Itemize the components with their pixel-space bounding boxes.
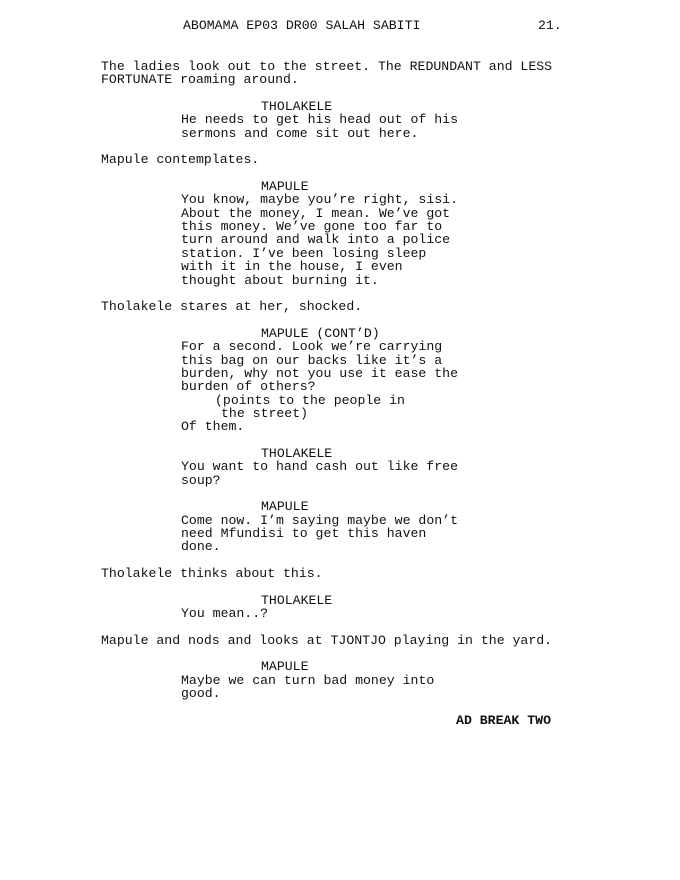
parenthetical-line: the street): [221, 405, 309, 421]
character-name: MAPULE: [261, 179, 309, 195]
transition-line: AD BREAK TWO: [456, 712, 551, 728]
dialogue-line: burden of others?: [181, 379, 316, 395]
script-body: [101, 60, 571, 727]
dialogue-line: For a second. Look we’re carrying: [181, 339, 443, 355]
dialogue-line: thought about burning it.: [181, 272, 379, 288]
action-line: Tholakele stares at her, shocked.: [101, 299, 363, 315]
character-name: MAPULE: [261, 659, 309, 675]
character-name: THOLAKELE: [261, 445, 333, 461]
dialogue-line: Come now. I’m saying maybe we don’t: [181, 512, 458, 528]
dialogue-line: You know, maybe you’re right, sisi.: [181, 192, 458, 208]
parenthetical-line: (points to the people in: [215, 392, 405, 408]
dialogue-line: station. I’ve been losing sleep: [181, 245, 427, 261]
dialogue-line: this money. We’ve gone too far to: [181, 219, 443, 235]
dialogue-line: Of them.: [181, 419, 245, 435]
character-name: MAPULE (CONT’D): [261, 325, 380, 341]
action-block: [101, 60, 571, 87]
script-header-title: ABOMAMA EP03 DR00 SALAH SABITI: [183, 18, 421, 33]
character-name: THOLAKELE: [261, 99, 333, 115]
action-line: The ladies look out to the street. The REDUNDANT and LESS: [101, 59, 553, 74]
dialogue-block: [101, 340, 571, 433]
dialogue-line: About the money, I mean. We’ve got: [181, 205, 451, 221]
page-number: 21.: [538, 18, 562, 33]
dialogue-line: soup?: [181, 472, 221, 488]
character-name: MAPULE: [261, 499, 309, 515]
action-line: FORTUNATE roaming around.: [101, 72, 299, 88]
dialogue-line: need Mfundisi to get this haven: [181, 526, 427, 542]
dialogue-line: He needs to get his head out of his: [181, 112, 458, 128]
dialogue-block: [101, 514, 571, 554]
dialogue-block: [101, 460, 571, 487]
dialogue-line: You mean..?: [181, 606, 269, 622]
character-name: THOLAKELE: [261, 592, 333, 608]
dialogue-line: good.: [181, 686, 221, 702]
dialogue-line: burden, why not you use it ease the: [181, 365, 458, 381]
action-line: Tholakele thinks about this.: [101, 566, 323, 582]
dialogue-line: sermons and come sit out here.: [181, 125, 419, 141]
dialogue-block: [101, 113, 571, 140]
dialogue-line: this bag on our backs like it’s a: [181, 352, 443, 368]
dialogue-block: [101, 193, 571, 286]
dialogue-line: You want to hand cash out like free: [181, 459, 458, 475]
action-line: Mapule contemplates.: [101, 152, 260, 168]
dialogue-block: [101, 674, 571, 701]
dialogue-line: done.: [181, 539, 221, 555]
dialogue-line: Maybe we can turn bad money into: [181, 672, 435, 688]
dialogue-line: with it in the house, I even: [181, 259, 403, 275]
action-line: Mapule and nods and looks at TJONTJO playing in the yard.: [101, 632, 553, 648]
dialogue-line: turn around and walk into a police: [181, 232, 451, 248]
